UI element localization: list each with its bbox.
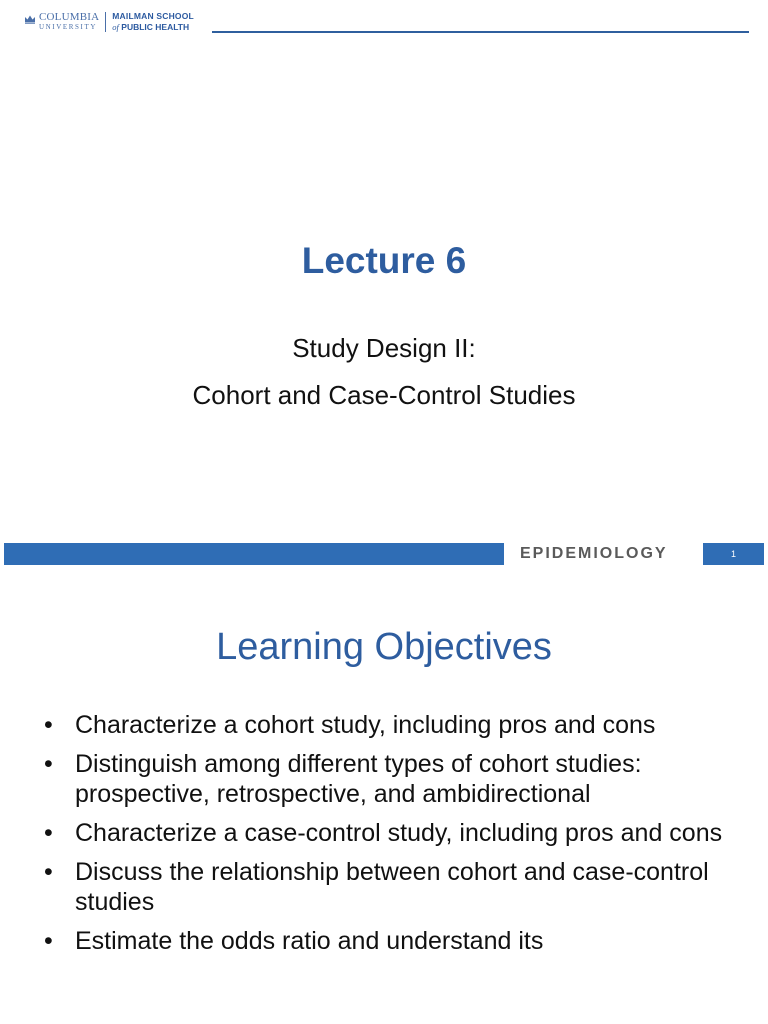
crown-icon bbox=[24, 14, 36, 24]
logo-school-line2 bbox=[112, 23, 194, 32]
bullet-icon: • bbox=[44, 858, 53, 886]
objectives-slide bbox=[0, 588, 768, 1024]
bullet-icon: • bbox=[44, 927, 53, 955]
logo-university-text: UNIVERSITY bbox=[39, 23, 97, 31]
list-item bbox=[44, 749, 724, 809]
subtitle-line-2: Cohort and Case-Control Studies bbox=[192, 380, 576, 410]
list-item bbox=[44, 857, 724, 917]
bullet-icon: • bbox=[44, 819, 53, 847]
lecture-title: Lecture 6 bbox=[301, 240, 467, 281]
columbia-mailman-logo bbox=[24, 12, 194, 36]
footer-bar bbox=[4, 543, 504, 565]
logo-columbia-text: COLUMBIA bbox=[39, 11, 100, 23]
bullet-icon: • bbox=[44, 750, 53, 778]
mailman-wordmark bbox=[112, 12, 194, 31]
list-item bbox=[44, 710, 724, 740]
logo-school-line1: MAILMAN SCHOOL bbox=[112, 11, 194, 21]
logo-school-of: of bbox=[112, 21, 119, 32]
objectives-title: Learning Objectives bbox=[216, 626, 552, 668]
list-item bbox=[44, 926, 724, 956]
objective-text: Estimate the odds ratio and understand its bbox=[75, 927, 544, 955]
columbia-wordmark bbox=[39, 12, 99, 31]
slide-gap bbox=[0, 576, 768, 588]
objectives-list bbox=[44, 710, 724, 965]
header-rule bbox=[212, 31, 749, 33]
list-item bbox=[44, 818, 724, 848]
objective-text: Characterize a case-control study, including pros and cons bbox=[75, 819, 723, 847]
objective-text: Distinguish among different types of cohort studies: prospective, retrospective, and ambidirectional bbox=[75, 750, 642, 808]
page-number-box bbox=[703, 543, 764, 565]
bullet-icon: • bbox=[44, 711, 53, 739]
objective-text: Discuss the relationship between cohort and case-control studies bbox=[75, 858, 709, 916]
logo-divider bbox=[105, 12, 106, 32]
logo-school-line2-text: PUBLIC HEALTH bbox=[121, 21, 190, 32]
page-number: 1 bbox=[730, 549, 736, 559]
footer-epidemiology-label: EPIDEMIOLOGY bbox=[520, 545, 668, 562]
objective-text: Characterize a cohort study, including pros and cons bbox=[75, 711, 656, 739]
subtitle-line-1: Study Design II: bbox=[292, 333, 476, 363]
